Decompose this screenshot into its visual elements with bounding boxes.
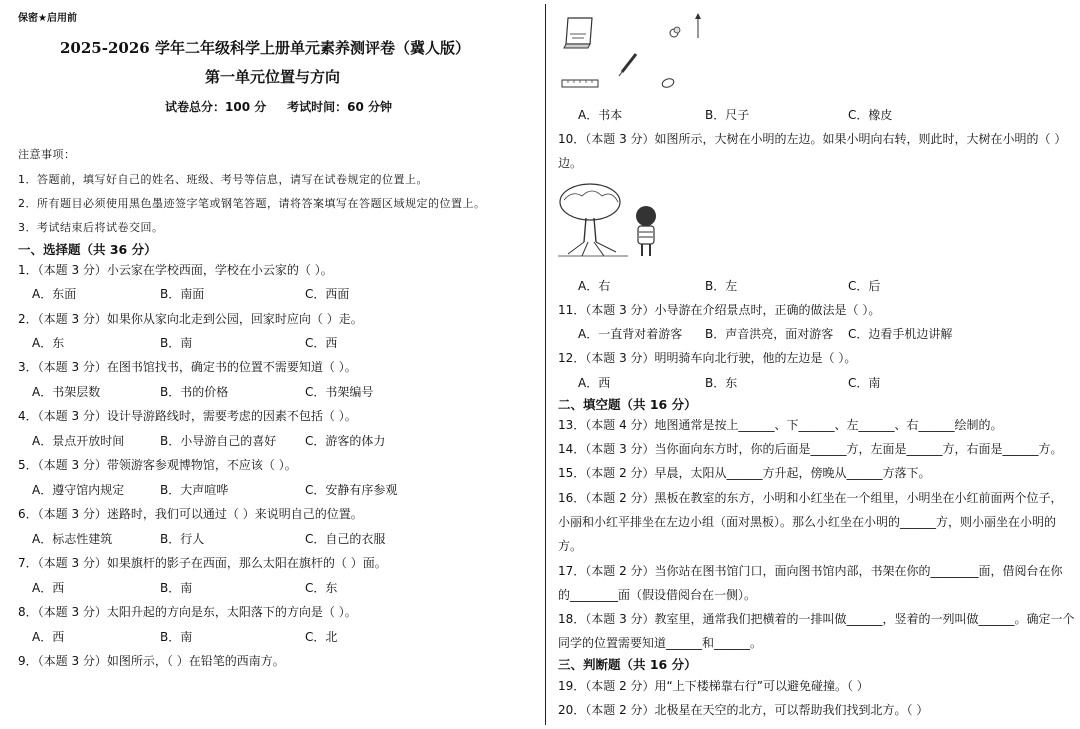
question-5: 5．（本题 3 分）带领游客参观博物馆，不应该（ ）。 [18,458,297,472]
option-10c: C．后 [848,279,881,293]
section-judge: 三、判断题（共 16 分） [558,657,697,672]
question-9: 9．（本题 3 分）如图所示，（ ）在铅笔的西南方。 [18,654,285,668]
q9-figure [560,10,710,95]
question-11: 11．（本题 3 分）小导游在介绍景点时，正确的做法是（ ）。 [558,303,881,317]
question-19: 19．（本题 2 分）用“上下楼梯靠右行”可以避免碰撞。（ ） [558,679,869,693]
option-6b: B．行人 [160,532,205,546]
question-17-line2: 的________面（假设借阅台在一侧）。 [558,588,757,602]
question-14: 14．（本题 3 分）当你面向东方时，你的后面是______方，左面是______方，右面是______方。 [558,442,1063,456]
option-11c: C．边看手机边讲解 [848,327,953,341]
option-8c: C．北 [305,630,338,644]
question-1: 1．（本题 3 分）小云家在学校西面，学校在小云家的（ ）。 [18,263,333,277]
section-choice: 一、选择题（共 36 分） [18,242,157,257]
option-5a: A．遵守馆内规定 [32,483,125,497]
option-2c: C．西 [305,336,338,350]
option-9b: B．尺子 [705,108,750,122]
boy-icon [636,206,656,256]
option-2b: B．南 [160,336,193,350]
option-10a: A．右 [578,279,611,293]
ruler-icon [562,80,598,87]
question-10-line2: 边。 [558,156,583,170]
option-12b: B．东 [705,376,738,390]
option-9a: A．书本 [578,108,623,122]
question-16-line2: 小丽和小红平排坐在左边小组（面对黑板）。那么小红坐在小明的______方，则小丽坐在小明的 [558,515,1057,529]
option-9c: C．橡皮 [848,108,893,122]
sharpener-icon [670,27,680,37]
tree-icon [558,184,628,256]
notes-heading: 注意事项： [18,148,76,161]
option-4a: A．景点开放时间 [32,434,125,448]
question-12: 12．（本题 3 分）明明骑车向北行驶，他的左边是（ ）。 [558,351,857,365]
option-1b: B．南面 [160,287,205,301]
question-13: 13．（本题 4 分）地图通常是按上______、下______、左______、右______绘制的。 [558,418,1003,432]
exam-subtitle: 第一单元位置与方向 [205,68,341,86]
option-4c: C．游客的体力 [305,434,386,448]
q10-figure [558,180,668,265]
option-3a: A．书架层数 [32,385,101,399]
option-3c: C．书架编号 [305,385,374,399]
option-6a: A．标志性建筑 [32,532,113,546]
option-12a: A．西 [578,376,611,390]
section-fill: 二、填空题（共 16 分） [558,397,697,412]
book-icon [564,18,592,48]
option-2a: A．东 [32,336,65,350]
question-20: 20．（本题 2 分）北极星在天空的北方，可以帮助我们找到北方。（ ） [558,703,929,717]
question-15: 15．（本题 2 分）早晨，太阳从______方升起，傍晚从______方落下。 [558,466,931,480]
question-4: 4．（本题 3 分）设计导游路线时，需要考虑的因素不包括（ ）。 [18,409,357,423]
option-10b: B．左 [705,279,738,293]
option-1a: A．东面 [32,287,77,301]
option-6c: C．自己的衣服 [305,532,386,546]
option-1c: C．西面 [305,287,350,301]
eraser-icon [661,77,675,89]
option-11a: A．一直背对着游客 [578,327,683,341]
option-7a: A．西 [32,581,65,595]
score-info: 试卷总分：100 分 考试时间：60 分钟 [165,100,392,114]
question-16-line3: 方。 [558,539,583,553]
option-12c: C．南 [848,376,881,390]
question-8: 8．（本题 3 分）太阳升起的方向是东，太阳落下的方向是（ ）。 [18,605,357,619]
question-2: 2．（本题 3 分）如果你从家向北走到公园，回家时应向（ ）走。 [18,312,363,326]
question-16-line1: 16．（本题 2 分）黑板在教室的东方，小明和小红坐在一个组里，小明坐在小红前面两个位子， [558,491,1063,505]
question-17-line1: 17．（本题 2 分）当你站在图书馆门口，面向图书馆内部，书架在你的________面，借阅台在你 [558,564,1063,578]
question-18-line1: 18．（本题 3 分）教室里，通常我们把横着的一排叫做______，竖着的一列叫做______。确定一个 [558,612,1075,626]
question-6: 6．（本题 3 分）迷路时，我们可以通过（ ）来说明自己的位置。 [18,507,363,521]
note-item-2: 2．所有题目必须使用黑色墨迹签字笔或钢笔答题，请将答案填写在答题区域规定的位置上。 [18,197,486,210]
option-4b: B．小导游自己的喜好 [160,434,277,448]
north-arrow-icon [695,13,701,38]
option-7c: C．东 [305,581,338,595]
option-8a: A．西 [32,630,65,644]
question-7: 7．（本题 3 分）如果旗杆的影子在西面，那么太阳在旗杆的（ ）面。 [18,556,387,570]
exam-title: 2025-2026 学年二年级科学上册单元素养测评卷（冀人版） [60,39,470,57]
option-11b: B．声音洪亮，面对游客 [705,327,834,341]
pencil-icon [619,54,636,76]
option-3b: B．书的价格 [160,385,229,399]
option-5c: C．安静有序参观 [305,483,398,497]
option-8b: B．南 [160,630,193,644]
option-5b: B．大声喧哗 [160,483,229,497]
note-item-3: 3．考试结束后将试卷交回。 [18,221,164,234]
question-18-line2: 同学的位置需要知道______和______。 [558,636,763,650]
column-divider [545,4,546,725]
secret-label: 保密★启用前 [18,13,77,24]
note-item-1: 1．答题前，填写好自己的姓名、班级、考号等信息，请写在试卷规定的位置上。 [18,173,428,186]
question-10-line1: 10．（本题 3 分）如图所示，大树在小明的左边。如果小明向右转，则此时，大树在小明的（ ） [558,132,1067,146]
option-7b: B．南 [160,581,193,595]
question-3: 3．（本题 3 分）在图书馆找书，确定书的位置不需要知道（ ）。 [18,360,357,374]
